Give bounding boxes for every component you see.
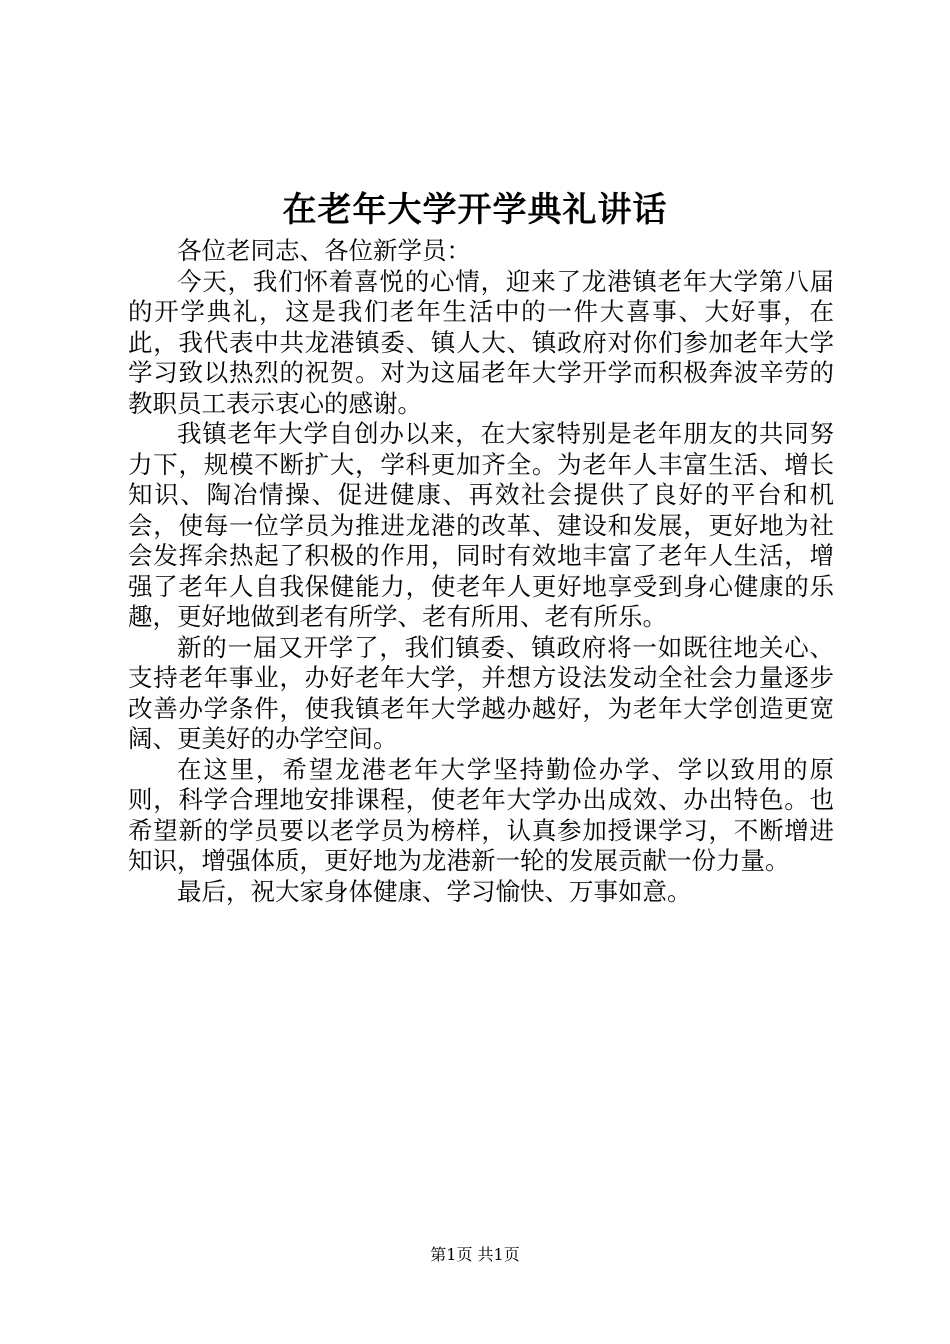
paragraph: 新的一届又开学了，我们镇委、镇政府将一如既往地关心、支持老年事业，办好老年大学，并想方设法发动全社会力量逐步改善办学条件，使我镇老年大学越办越好，为老年大学创造更宽阔、更美好的办学空间。: [128, 632, 834, 753]
page-footer: [0, 1243, 950, 1267]
paragraph: 在这里，希望龙港老年大学坚持勤俭办学、学以致用的原则，科学合理地安排课程，使老年大学办出成效、办出特色。也希望新的学员要以老学员为榜样，认真参加授课学习，不断增进知识，增强体质，更好地为龙港新一轮的发展贡献一份力量。: [128, 754, 834, 875]
salutation: 各位老同志、各位新学员：: [177, 236, 471, 265]
paragraph: 今天，我们怀着喜悦的心情，迎来了龙港镇老年大学第八届的开学典礼，这是我们老年生活中的一件大喜事、大好事，在此，我代表中共龙港镇委、镇人大、镇政府对你们参加老年大学学习致以热烈的祝贺。对为这届老年大学开学而积极奔波辛劳的教职员工表示衷心的感谢。: [128, 266, 834, 418]
document-title: 在老年大学开学典礼讲话: [282, 190, 668, 230]
document-body: [128, 236, 834, 907]
paragraph: 我镇老年大学自创办以来，在大家特别是老年朋友的共同努力下，规模不断扩大，学科更加齐全。为老年人丰富生活、增长知识、陶冶情操、促进健康、再效社会提供了良好的平台和机会，使每一位学员为推进龙港的改革、建设和发展，更好地为社会发挥余热起了积极的作用，同时有效地丰富了老年人生活，增强了老年人自我保健能力，使老年人更好地享受到身心健康的乐趣，更好地做到老有所学、老有所用、老有所乐。: [128, 419, 834, 631]
page-number: 第1页: [430, 1245, 473, 1264]
page-total: 共1页: [477, 1245, 520, 1264]
closing-paragraph: 最后，祝大家身体健康、学习愉快、万事如意。: [177, 876, 692, 906]
